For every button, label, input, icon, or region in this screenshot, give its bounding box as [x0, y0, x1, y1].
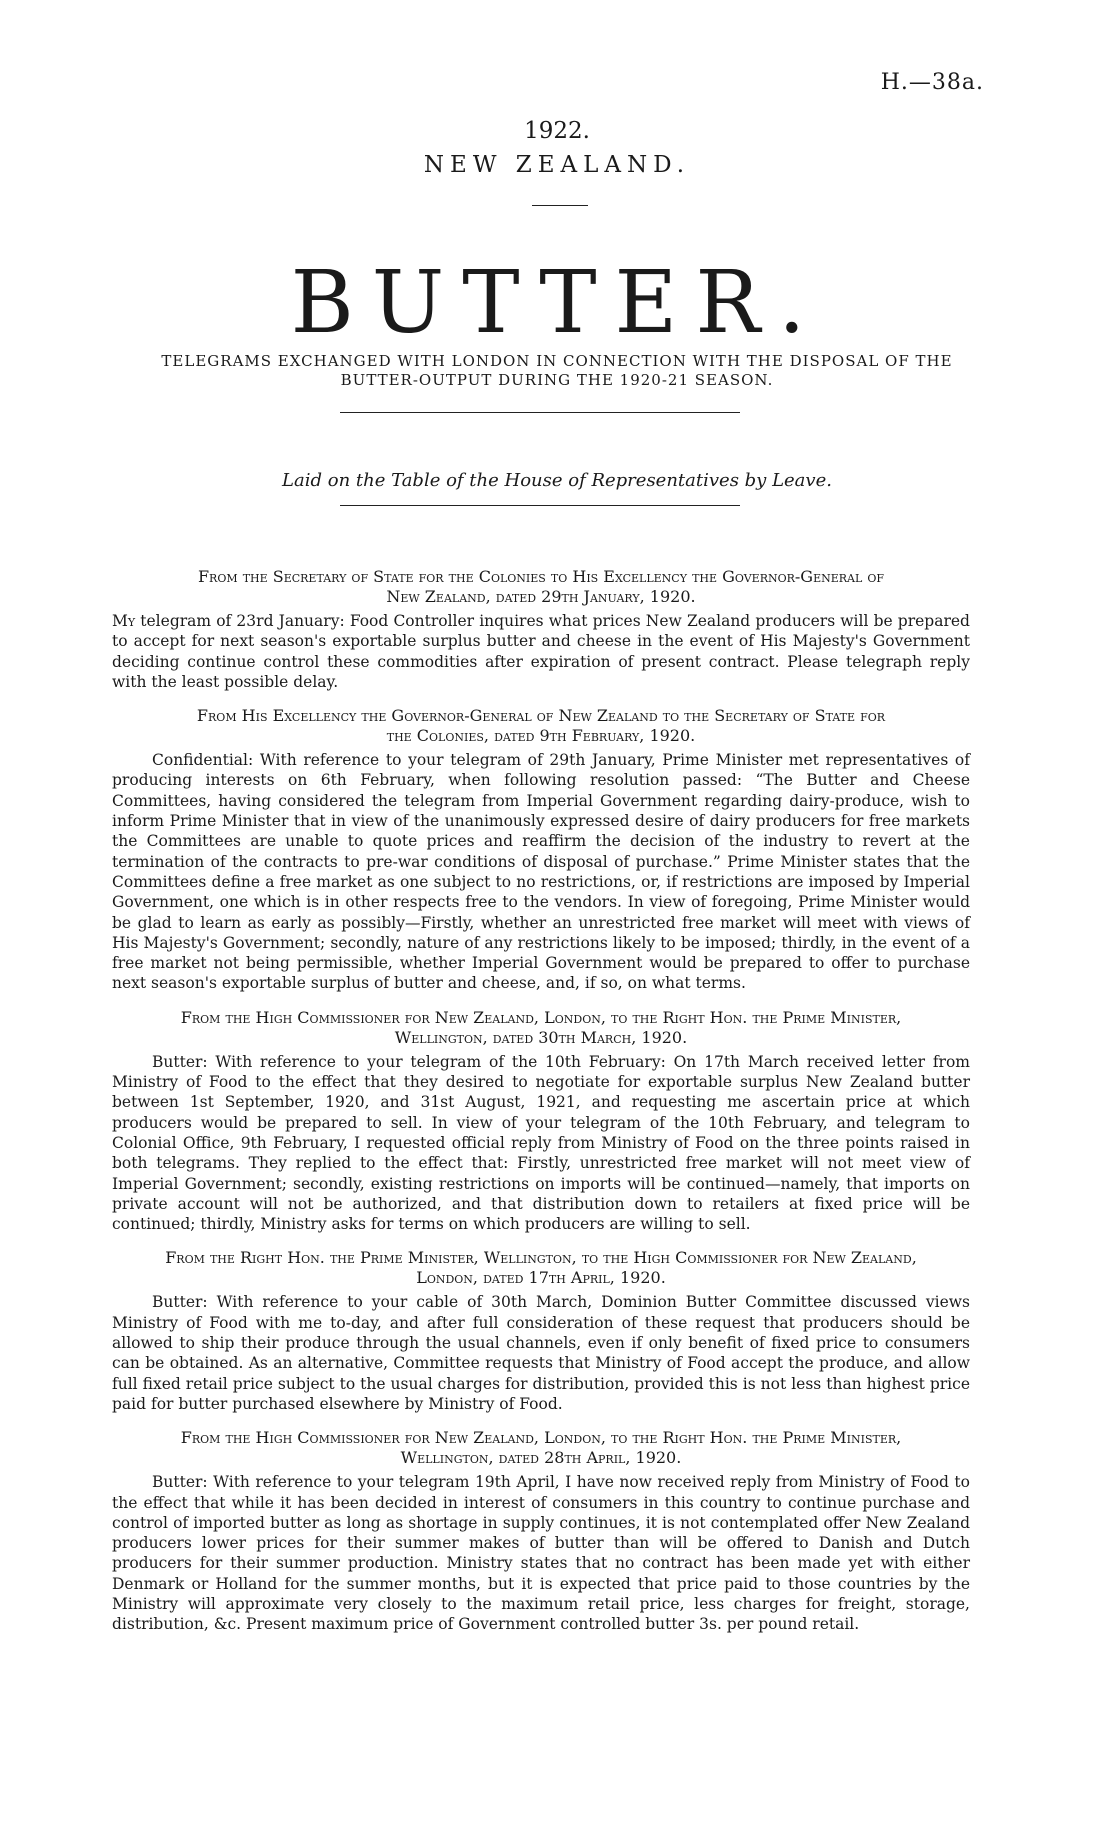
telegram-body: Butter: With reference to your telegram of the 10th February: On 17th March received letter from Ministry of Food to the effect that they desired to negotiate for exportable surplus New Zealand butter between 1st September, 1920, and 31st August, 1921, and requesting me ascertain price at which producers would be prepared to sell. In view of your telegram of the 10th February, and telegram to Colonial Office, 9th February, I requested official reply from Ministry of Food on the three points raised in both telegrams. They replied to the effect that: Firstly, unrestricted free market will not meet view of Imperial Government; secondly, existing restrictions on imports will be continued—namely, that imports on private account will not be authorized, and that distribution down to retailers at fixed price will be continued; thirdly, Ministry asks for terms on which producers are willing to sell.: [112, 1052, 970, 1234]
telegram-header: [112, 1008, 970, 1048]
telegram-5: [112, 1428, 970, 1634]
telegram-header-line: Wellington, dated 28th April, 1920.: [400, 1448, 682, 1468]
telegram-lead-word: My: [112, 612, 136, 630]
country-heading: NEW ZEALAND.: [423, 152, 691, 178]
telegram-header: [112, 1248, 970, 1288]
divider-lower: [340, 505, 740, 506]
telegram-header: [112, 567, 970, 607]
telegram-header-line: From His Excellency the Governor-General of New Zealand to the Secretary of State for: [196, 706, 886, 726]
telegram-header-line: the Colonies, dated 9th February, 1920.: [386, 726, 696, 746]
telegram-header: [112, 1428, 970, 1468]
telegram-header-line: Wellington, dated 30th March, 1920.: [394, 1027, 688, 1047]
document-reference: H.—38a.: [880, 70, 984, 95]
document-title: BUTTER.: [290, 253, 824, 353]
telegram-header-line: London, dated 17th April, 1920.: [416, 1268, 666, 1288]
document-subtitle: TELEGRAMS EXCHANGED WITH LONDON IN CONNECTION WITH THE DISPOSAL OF THE BUTTER-OUTPUT DURING THE 1920-21 SEASON.: [161, 352, 953, 389]
telegram-3: [112, 1008, 970, 1235]
telegram-header: [112, 706, 970, 746]
telegram-header-line: From the Right Hon. the Prime Minister, Wellington, to the High Commissioner for New Zealand,: [165, 1248, 917, 1268]
telegram-4: [112, 1248, 970, 1414]
telegram-2: [112, 706, 970, 994]
telegram-body: [112, 611, 970, 692]
telegram-header-line: From the High Commissioner for New Zealand, London, to the Right Hon. the Prime Minister,: [180, 1428, 902, 1448]
telegram-body: Confidential: With reference to your telegram of 29th January, Prime Minister met representatives of producing interests on 6th February, when following resolution passed: “The Butter and Cheese Committees, having considered the telegram from Imperial Government regarding dairy-produce, wish to inform Prime Minister that in view of the unanimously expressed desire of dairy producers for free markets the Committees are unable to quote prices and reaffirm the decision of the industry to revert at the termination of the contracts to pre-war conditions of disposal of purchase.” Prime Minister states that the Committees define a free market as one subject to no restrictions, or, if restrictions are imposed by Imperial Government, one which is in other respects free to the vendors. In view of foregoing, Prime Minister would be glad to learn as early as possibly—Firstly, whether an unrestricted free market will meet with views of His Majesty's Government; secondly, nature of any restrictions likely to be imposed; thirdly, in the event of a free market not being permissible, whether Imperial Government would be prepared to offer to purchase next season's exportable surplus of butter and cheese, and, if so, on what terms.: [112, 751, 970, 993]
telegram-header-line: From the High Commissioner for New Zealand, London, to the Right Hon. the Prime Minister,: [180, 1007, 902, 1027]
divider-short: [532, 205, 588, 206]
divider-upper: [340, 412, 740, 413]
laid-on-table-note: Laid on the Table of the House of Representatives by Leave.: [282, 470, 832, 491]
telegram-text: telegram of 23rd January: Food Controller inquires what prices New Zealand producers will be prepared to accept for next season's exportable surplus butter and cheese in the event of His Majesty's Government deciding continue control these commodities after expiration of present contract. Please telegraph reply with the least possible delay.: [112, 612, 970, 691]
telegram-body: Butter: With reference to your cable of 30th March, Dominion Butter Committee discussed views Ministry of Food with me to-day, and after full consideration of these request that producers should be allowed to ship their produce through the usual channels, even if only benefit of fixed price to consumers can be obtained. As an alternative, Committee requests that Ministry of Food accept the produce, and allow full fixed retail price subject to the usual charges for distribution, provided this is not less than highest price paid for butter purchased elsewhere by Ministry of Food.: [112, 1293, 970, 1413]
year-heading: 1922.: [524, 118, 590, 144]
telegram-header-line: New Zealand, dated 29th January, 1920.: [386, 587, 696, 606]
telegram-body: Butter: With reference to your telegram 19th April, I have now received reply from Ministry of Food to the effect that while it has been decided in interest of consumers in this country to continue purchase and control of imported butter as long as shortage in supply continues, it is not contemplated offer New Zealand producers lower prices for their summer makes of butter than will be offered to Danish and Dutch producers for their summer production. Ministry states that no contract has been made yet with either Denmark or Holland for the summer months, but it is expected that price paid to those countries by the Ministry will approximate very closely to the maximum retail price, less charges for freight, storage, distribution, &c. Present maximum price of Government controlled butter 3s. per pound retail.: [112, 1473, 970, 1634]
document-body: [112, 567, 970, 1649]
telegram-header-line: From the Secretary of State for the Colonies to His Excellency the Governor-General of: [197, 567, 885, 586]
telegram-1: [112, 567, 970, 692]
